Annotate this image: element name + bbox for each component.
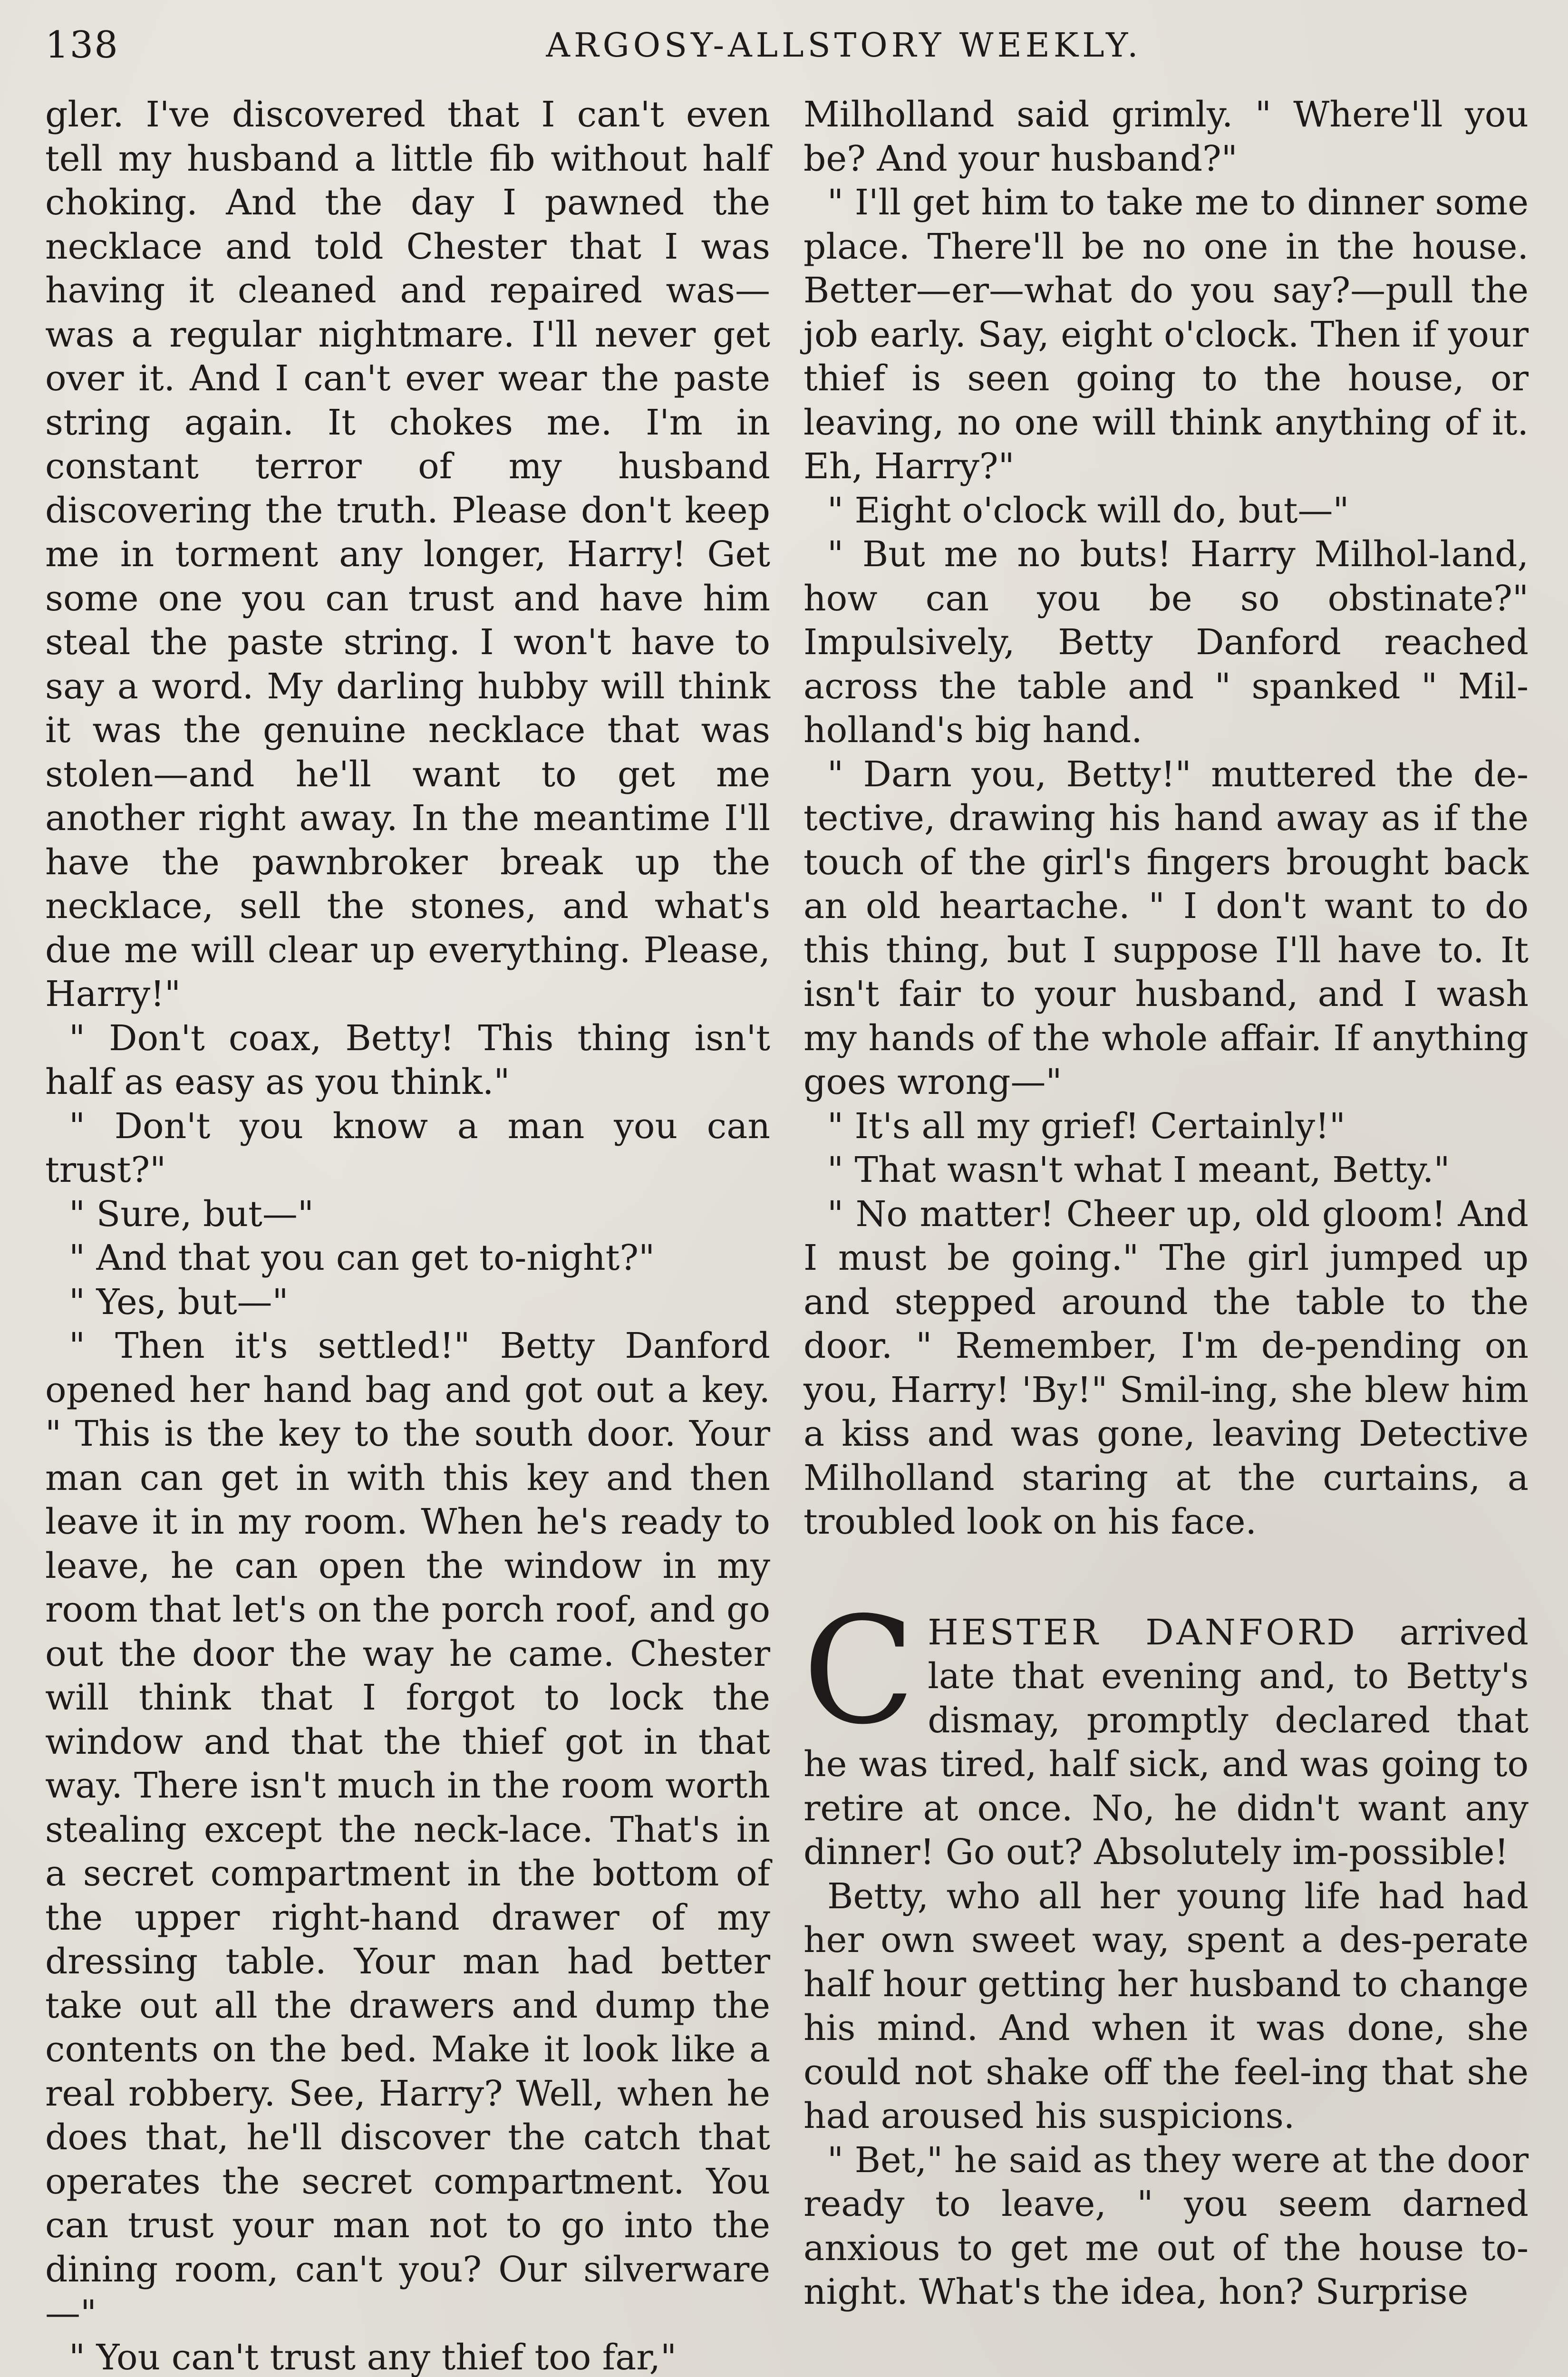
paragraph: gler. I've discovered that I can't even tell my husband a little fib without half choking. And the day I pawned the necklace and told Chester that I was having it cleaned and repaired was—was a regular nightmare. I'll never get over it. And I can't ever wear the paste string again. It chokes me. I'm in constant terror of my husband discovering the truth. Please don't keep me in torment any longer, Harry! Get some one you can trust and have him steal the paste string. I won't have to say a word. My darling hubby will think it was the genuine necklace that was stolen—and he'll want to get me another right away. In the meantime I'll have the pawnbroker break up the necklace, sell the stones, and what's due me will clear up everything. Please, Harry!": [45, 94, 770, 1015]
paragraph: " No matter! Cheer up, old gloom! And I must be going." The girl jumped up and stepped around the table to the door. " Remember, I'm de-pending on you, Harry! 'By!" Smil-ing, she blew him a kiss and was gone, leaving Detective Milholland staring at the curtains, a troubled look on his face.: [803, 1193, 1529, 1542]
paragraph: " Darn you, Betty!" muttered the de-tective, drawing his hand away as if the touch of the girl's fingers brought back an old heartache. " I don't want to do this thing, but I suppose I'll have to. It isn't fair to your husband, and I wash my hands of the whole affair. If anything goes wrong—": [803, 754, 1529, 1102]
paragraph: " But me no buts! Harry Milhol-land, how can you be so obstinate?" Impulsively, Betty Danford reached across the table and " spanked " Mil-holland's big hand.: [803, 534, 1529, 751]
running-head: ARGOSY-ALLSTORY WEEKLY.: [546, 26, 1142, 65]
paragraph: " Don't coax, Betty! This thing isn't half as easy as you think.": [45, 1017, 770, 1102]
page-header: [45, 19, 1552, 71]
paragraph: " I'll get him to take me to dinner some place. There'll be no one in the house. Better—er—what do you say?—pull the job early. Say, eight o'clock. Then if your thief is seen going to the house, or leaving, no one will think anything of it. Eh, Harry?": [803, 182, 1529, 487]
paragraph: Betty, who all her young life had had her own sweet way, spent a des-perate half hour getting her husband to change his mind. And when it was done, she could not shake off the feel-ing that she had aroused his suspicions.: [803, 1875, 1529, 2136]
paragraph: " Sure, but—": [69, 1193, 314, 1235]
paragraph: " And that you can get to-night?": [69, 1237, 655, 1278]
paragraph: " That wasn't what I meant, Betty.": [827, 1150, 1450, 1190]
right-column: [803, 93, 1529, 2314]
paragraph: " Yes, but—": [69, 1281, 289, 1323]
paragraph: " You can't trust any thief too far,": [69, 2337, 677, 2377]
lead-in-text: arrived late that evening and, to Betty's dismay, promptly declared that he was tired, half sick, and was going to retire at once. No, he didn't want any dinner! Go out? Absolutely im-possible!: [803, 1612, 1529, 1873]
section-opening-paragraph: [803, 1585, 1529, 1875]
paragraph: " Don't you know a man you can trust?": [45, 1105, 770, 1190]
paragraph: Milholland said grimly. " Where'll you be? And your husband?": [803, 94, 1529, 179]
paragraph: " It's all my grief! Certainly!": [827, 1105, 1345, 1147]
drop-cap: C: [803, 1585, 916, 1757]
lead-in-caps: HESTER DANFORD: [928, 1612, 1358, 1653]
paragraph: " Then it's settled!" Betty Danford opened her hand bag and got out a key. " This is the key to the south door. Your man can get in with this key and then leave it in my room. When he's ready to leave, he can open the window in my room that let's on the porch roof, and go out the door the way he came. Chester will think that I forgot to lock the window and that the thief got in that way. There isn't much in the room worth stealing except the neck-lace. That's in a secret compartment in the bottom of the upper right-hand drawer of my dressing table. Your man had better take out all the drawers and dump the contents on the bed. Make it look like a real robbery. See, Harry? Well, when he does that, he'll discover the catch that operates the secret compartment. You can trust your man not to go into the dining room, can't you? Our silverware—": [45, 1325, 770, 2334]
page-number: 138: [45, 24, 119, 67]
paragraph: " Eight o'clock will do, but—": [827, 490, 1349, 531]
left-column: [45, 93, 770, 2377]
paragraph: " Bet," he said as they were at the door ready to leave, " you seem darned anxious to get me out of the house to-night. What's the idea, hon? Surprise: [803, 2139, 1529, 2312]
